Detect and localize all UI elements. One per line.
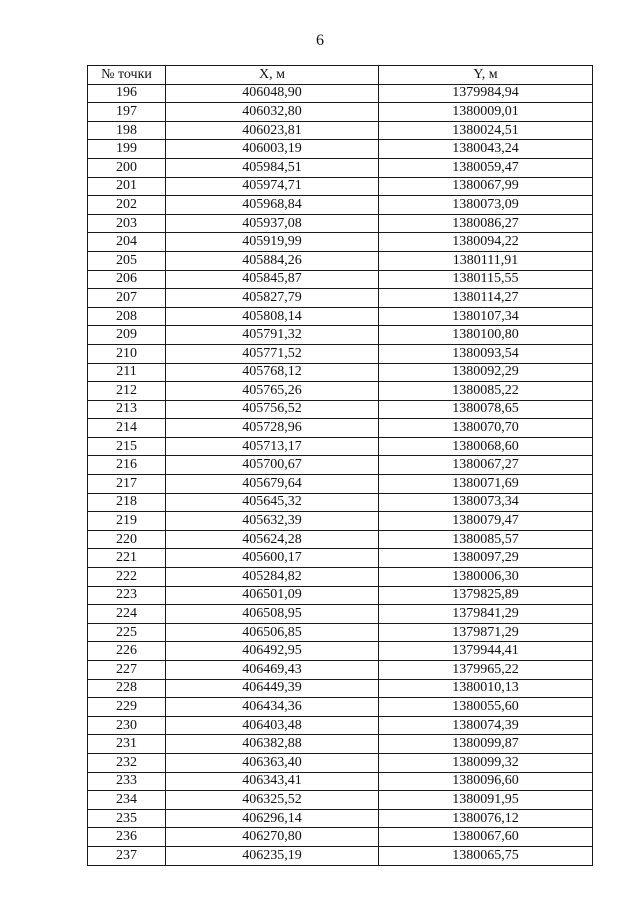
table-row — [88, 642, 593, 661]
x-coordinate-cell: 405768,12 — [166, 363, 379, 382]
point-number-cell: 201 — [88, 177, 166, 196]
y-coordinate-cell: 1380067,60 — [379, 828, 593, 847]
point-number-cell: 220 — [88, 530, 166, 549]
table-row — [88, 214, 593, 233]
point-number-cell: 213 — [88, 400, 166, 419]
table-row — [88, 735, 593, 754]
table-row — [88, 382, 593, 401]
table-row — [88, 121, 593, 140]
x-coordinate-cell: 405624,28 — [166, 530, 379, 549]
y-coordinate-cell: 1380065,75 — [379, 846, 593, 865]
x-coordinate-cell: 406501,09 — [166, 586, 379, 605]
y-coordinate-cell: 1380024,51 — [379, 121, 593, 140]
header-point-number: № точки — [88, 66, 166, 85]
point-number-cell: 197 — [88, 103, 166, 122]
table-row — [88, 846, 593, 865]
x-coordinate-cell: 405884,26 — [166, 251, 379, 270]
header-x-coordinate: X, м — [166, 66, 379, 85]
x-coordinate-cell: 405756,52 — [166, 400, 379, 419]
y-coordinate-cell: 1379825,89 — [379, 586, 593, 605]
x-coordinate-cell: 406403,48 — [166, 716, 379, 735]
y-coordinate-cell: 1380009,01 — [379, 103, 593, 122]
x-coordinate-cell: 406023,81 — [166, 121, 379, 140]
table-row — [88, 363, 593, 382]
point-number-cell: 209 — [88, 326, 166, 345]
point-number-cell: 205 — [88, 251, 166, 270]
y-coordinate-cell: 1380076,12 — [379, 809, 593, 828]
point-number-cell: 204 — [88, 233, 166, 252]
x-coordinate-cell: 406032,80 — [166, 103, 379, 122]
table-row — [88, 251, 593, 270]
y-coordinate-cell: 1380107,34 — [379, 307, 593, 326]
point-number-cell: 228 — [88, 679, 166, 698]
y-coordinate-cell: 1380111,91 — [379, 251, 593, 270]
table-row — [88, 828, 593, 847]
header-y-coordinate: Y, м — [379, 66, 593, 85]
y-coordinate-cell: 1379965,22 — [379, 661, 593, 680]
point-number-cell: 225 — [88, 623, 166, 642]
y-coordinate-cell: 1380078,65 — [379, 400, 593, 419]
table-row — [88, 270, 593, 289]
point-number-cell: 200 — [88, 158, 166, 177]
table-row — [88, 400, 593, 419]
point-number-cell: 237 — [88, 846, 166, 865]
y-coordinate-cell: 1379871,29 — [379, 623, 593, 642]
table-row — [88, 549, 593, 568]
table-row — [88, 233, 593, 252]
point-number-cell: 235 — [88, 809, 166, 828]
x-coordinate-cell: 406235,19 — [166, 846, 379, 865]
y-coordinate-cell: 1380100,80 — [379, 326, 593, 345]
x-coordinate-cell: 406506,85 — [166, 623, 379, 642]
point-number-cell: 198 — [88, 121, 166, 140]
table-row — [88, 623, 593, 642]
x-coordinate-cell: 405700,67 — [166, 456, 379, 475]
x-coordinate-cell: 406003,19 — [166, 140, 379, 159]
point-number-cell: 212 — [88, 382, 166, 401]
y-coordinate-cell: 1380085,57 — [379, 530, 593, 549]
x-coordinate-cell: 406270,80 — [166, 828, 379, 847]
table-row — [88, 698, 593, 717]
y-coordinate-cell: 1380086,27 — [379, 214, 593, 233]
x-coordinate-cell: 405765,26 — [166, 382, 379, 401]
y-coordinate-cell: 1380070,70 — [379, 419, 593, 438]
point-number-cell: 219 — [88, 512, 166, 531]
y-coordinate-cell: 1379841,29 — [379, 605, 593, 624]
point-number-cell: 207 — [88, 289, 166, 308]
y-coordinate-cell: 1380010,13 — [379, 679, 593, 698]
table-row — [88, 753, 593, 772]
table-row — [88, 475, 593, 494]
x-coordinate-cell: 405808,14 — [166, 307, 379, 326]
table-row — [88, 772, 593, 791]
x-coordinate-cell: 405937,08 — [166, 214, 379, 233]
point-number-cell: 208 — [88, 307, 166, 326]
y-coordinate-cell: 1380115,55 — [379, 270, 593, 289]
point-number-cell: 231 — [88, 735, 166, 754]
table-row — [88, 196, 593, 215]
point-number-cell: 221 — [88, 549, 166, 568]
table-row — [88, 493, 593, 512]
page-number: 6 — [316, 32, 324, 49]
table-row — [88, 419, 593, 438]
x-coordinate-cell: 405791,32 — [166, 326, 379, 345]
x-coordinate-cell: 406363,40 — [166, 753, 379, 772]
x-coordinate-cell: 405645,32 — [166, 493, 379, 512]
y-coordinate-cell: 1380055,60 — [379, 698, 593, 717]
table-row — [88, 512, 593, 531]
y-coordinate-cell: 1380073,34 — [379, 493, 593, 512]
x-coordinate-cell: 405284,82 — [166, 568, 379, 587]
point-number-cell: 196 — [88, 84, 166, 103]
x-coordinate-cell: 405679,64 — [166, 475, 379, 494]
point-number-cell: 224 — [88, 605, 166, 624]
table-row — [88, 344, 593, 363]
y-coordinate-cell: 1380067,27 — [379, 456, 593, 475]
table-row — [88, 605, 593, 624]
y-coordinate-cell: 1380006,30 — [379, 568, 593, 587]
x-coordinate-cell: 406382,88 — [166, 735, 379, 754]
x-coordinate-cell: 405845,87 — [166, 270, 379, 289]
point-number-cell: 230 — [88, 716, 166, 735]
y-coordinate-cell: 1379984,94 — [379, 84, 593, 103]
y-coordinate-cell: 1380091,95 — [379, 791, 593, 810]
x-coordinate-cell: 405984,51 — [166, 158, 379, 177]
point-number-cell: 229 — [88, 698, 166, 717]
table-row — [88, 809, 593, 828]
y-coordinate-cell: 1380073,09 — [379, 196, 593, 215]
point-number-cell: 227 — [88, 661, 166, 680]
point-number-cell: 234 — [88, 791, 166, 810]
x-coordinate-cell: 405771,52 — [166, 344, 379, 363]
x-coordinate-cell: 406492,95 — [166, 642, 379, 661]
point-number-cell: 223 — [88, 586, 166, 605]
point-number-cell: 214 — [88, 419, 166, 438]
y-coordinate-cell: 1380099,32 — [379, 753, 593, 772]
table-row — [88, 158, 593, 177]
point-number-cell: 215 — [88, 437, 166, 456]
table-row — [88, 791, 593, 810]
x-coordinate-cell: 406469,43 — [166, 661, 379, 680]
table-row — [88, 586, 593, 605]
table-row — [88, 568, 593, 587]
point-number-cell: 202 — [88, 196, 166, 215]
x-coordinate-cell: 405713,17 — [166, 437, 379, 456]
y-coordinate-cell: 1380067,99 — [379, 177, 593, 196]
table-header-row — [88, 66, 593, 85]
x-coordinate-cell: 406434,36 — [166, 698, 379, 717]
y-coordinate-cell: 1380092,29 — [379, 363, 593, 382]
point-number-cell: 233 — [88, 772, 166, 791]
point-number-cell: 216 — [88, 456, 166, 475]
table-row — [88, 140, 593, 159]
coordinates-table — [87, 65, 593, 866]
y-coordinate-cell: 1380074,39 — [379, 716, 593, 735]
x-coordinate-cell: 406343,41 — [166, 772, 379, 791]
table-row — [88, 716, 593, 735]
point-number-cell: 232 — [88, 753, 166, 772]
y-coordinate-cell: 1380099,87 — [379, 735, 593, 754]
point-number-cell: 218 — [88, 493, 166, 512]
y-coordinate-cell: 1380114,27 — [379, 289, 593, 308]
point-number-cell: 199 — [88, 140, 166, 159]
table-row — [88, 661, 593, 680]
table-row — [88, 307, 593, 326]
table-row — [88, 437, 593, 456]
table-row — [88, 326, 593, 345]
y-coordinate-cell: 1380097,29 — [379, 549, 593, 568]
x-coordinate-cell: 405600,17 — [166, 549, 379, 568]
x-coordinate-cell: 406048,90 — [166, 84, 379, 103]
table-row — [88, 679, 593, 698]
table-body — [88, 84, 593, 865]
y-coordinate-cell: 1380094,22 — [379, 233, 593, 252]
y-coordinate-cell: 1380043,24 — [379, 140, 593, 159]
x-coordinate-cell: 406449,39 — [166, 679, 379, 698]
y-coordinate-cell: 1380079,47 — [379, 512, 593, 531]
table-row — [88, 456, 593, 475]
y-coordinate-cell: 1380085,22 — [379, 382, 593, 401]
y-coordinate-cell: 1380068,60 — [379, 437, 593, 456]
y-coordinate-cell: 1380096,60 — [379, 772, 593, 791]
point-number-cell: 217 — [88, 475, 166, 494]
point-number-cell: 203 — [88, 214, 166, 233]
point-number-cell: 211 — [88, 363, 166, 382]
y-coordinate-cell: 1379944,41 — [379, 642, 593, 661]
x-coordinate-cell: 405968,84 — [166, 196, 379, 215]
x-coordinate-cell: 406325,52 — [166, 791, 379, 810]
x-coordinate-cell: 406508,95 — [166, 605, 379, 624]
table-row — [88, 289, 593, 308]
point-number-cell: 236 — [88, 828, 166, 847]
x-coordinate-cell: 405919,99 — [166, 233, 379, 252]
x-coordinate-cell: 405728,96 — [166, 419, 379, 438]
y-coordinate-cell: 1380093,54 — [379, 344, 593, 363]
y-coordinate-cell: 1380071,69 — [379, 475, 593, 494]
point-number-cell: 226 — [88, 642, 166, 661]
x-coordinate-cell: 405974,71 — [166, 177, 379, 196]
table-row — [88, 530, 593, 549]
table-row — [88, 84, 593, 103]
x-coordinate-cell: 405632,39 — [166, 512, 379, 531]
x-coordinate-cell: 406296,14 — [166, 809, 379, 828]
point-number-cell: 210 — [88, 344, 166, 363]
y-coordinate-cell: 1380059,47 — [379, 158, 593, 177]
x-coordinate-cell: 405827,79 — [166, 289, 379, 308]
point-number-cell: 222 — [88, 568, 166, 587]
table-row — [88, 177, 593, 196]
point-number-cell: 206 — [88, 270, 166, 289]
table-row — [88, 103, 593, 122]
